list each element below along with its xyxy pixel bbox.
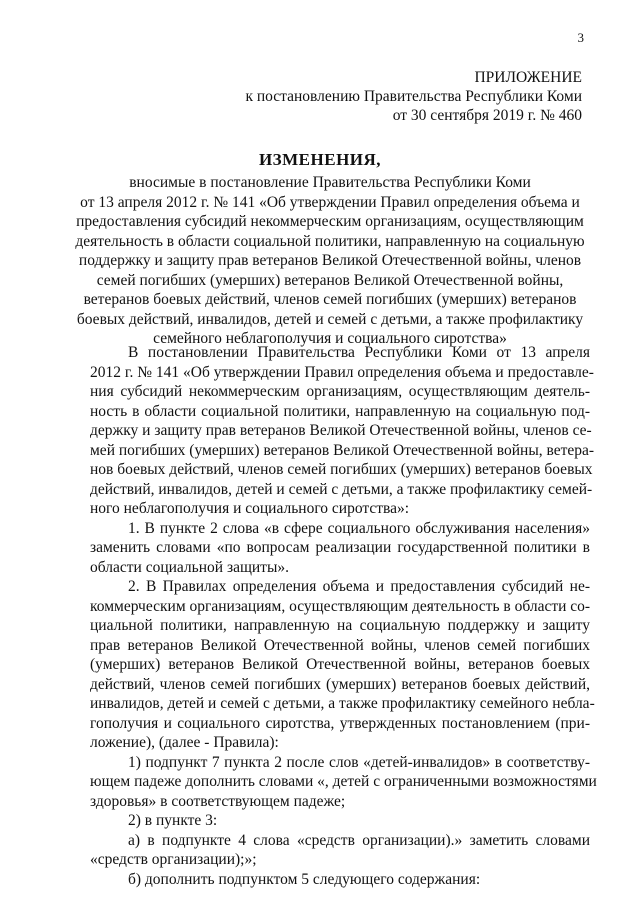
subtitle-line: поддержку и защиту прав ветеранов Великой Отечественной войны, членов — [78, 252, 582, 269]
paragraph-line: (умерших) ветеранов Великой Отечественной войны, ветеранов боевых — [90, 656, 590, 673]
subtitle-line: деятельность в области социальной политики, направленную на социальную — [75, 232, 585, 250]
paragraph-line: ния субсидий некоммерческим организациям, осуществляющим деятель- — [90, 383, 590, 400]
appendix-title: ПРИЛОЖЕНИЕ — [474, 69, 582, 86]
paragraph-line: мей погибших (умерших) ветеранов Великой Отечественной войны, ветера- — [90, 441, 595, 459]
subtitle-line: ветеранов боевых действий, членов семей погибших (умерших) ветеранов — [83, 291, 577, 308]
paragraph-line: В постановлении Правительства Республики Коми от 13 апреля — [128, 344, 590, 361]
paragraph-line: заменить словами «по вопросам реализации государственной политики в — [90, 539, 590, 556]
paragraph-line: 2012 г. № 141 «Об утверждении Правил определения объема и предоставле- — [90, 363, 594, 381]
paragraph-line: коммерческим организациям, осуществляющим деятельность в области со- — [90, 597, 591, 615]
body-paragraph — [90, 831, 590, 870]
document-body — [90, 343, 597, 889]
paragraph-line: а) в подпункте 4 слова «средств организации).» заметить словами — [128, 831, 590, 849]
paragraph-line: циальной политики, направленную на социальную поддержку и защиту — [90, 617, 590, 634]
appendix-line-2: от 30 сентября 2019 г. № 460 — [392, 107, 582, 124]
body-paragraph — [90, 870, 590, 890]
subtitle-line: боевых действий, инвалидов, детей и семей с детьми, а также профилактику — [76, 310, 584, 328]
paragraph-line: здоровья» в соответствующем падеже; — [90, 792, 346, 810]
body-paragraph — [90, 577, 595, 753]
paragraph-line: прав ветеранов Великой Отечественной войны, членов семей погибших — [90, 636, 590, 654]
paragraph-line: области социальной защиты». — [90, 558, 289, 576]
paragraph-line: «средств организации);»; — [90, 851, 257, 868]
appendix-block — [245, 68, 582, 125]
body-paragraph — [90, 343, 595, 519]
body-paragraph — [90, 753, 597, 812]
body-paragraph — [90, 519, 590, 578]
paragraph-line: гополучия и социального сиротства, утвержденных постановлением (при- — [90, 714, 590, 732]
document-subtitle — [70, 173, 590, 349]
paragraph-line: 1) подпункт 7 пункта 2 после слов «детей-инвалидов» в соответству- — [128, 753, 590, 771]
paragraph-line: ющем падеже дополнить словами «, детей с ограниченными возможностями — [90, 773, 597, 790]
paragraph-line: действий, членов семей погибших (умерших) ветеранов боевых действий, — [90, 675, 590, 693]
subtitle-line: вносимые в постановление Правительства Республики Коми — [129, 174, 531, 191]
paragraph-line: б) дополнить подпунктом 5 следующего содержания: — [128, 870, 481, 888]
paragraph-line: держку и защиту прав ветеранов Великой Отечественной войны, членов се- — [90, 422, 592, 439]
document-heading: ИЗМЕНЕНИЯ, — [258, 150, 382, 169]
subtitle-line: от 13 апреля 2012 г. № 141 «Об утверждении Правил определения объема и — [80, 193, 580, 211]
paragraph-line: ность в области социальной политики, направленную на социальную под- — [90, 402, 590, 420]
subtitle-line: семейного неблагополучия и социального сиротства» — [153, 330, 507, 347]
paragraph-line: ного неблагополучия и социального сиротства»: — [90, 500, 410, 517]
paragraph-line: 2. В Правилах определения объема и предоставления субсидий не- — [128, 578, 590, 595]
paragraph-line: инвалидов, детей и семей с детьми, а также профилактику семейного небла- — [90, 695, 595, 712]
page-number: 3 — [577, 30, 584, 45]
subtitle-line: предоставления субсидий некоммерческим организациям, осуществляющим — [76, 213, 584, 230]
paragraph-line: 2) в пункте 3: — [128, 812, 218, 829]
paragraph-line: ложение), (далее - Правила): — [90, 734, 279, 751]
body-paragraph — [90, 811, 590, 831]
appendix-line-1: к постановлению Правительства Республики Коми — [245, 88, 582, 105]
paragraph-line: нов боевых действий, членов семей погибших (умерших) ветеранов боевых — [90, 461, 593, 478]
paragraph-line: 1. В пункте 2 слова «в сфере социального обслуживания населения» — [128, 519, 590, 537]
paragraph-line: действий, инвалидов, детей и семей с детьми, а также профилактику семей- — [90, 480, 593, 498]
subtitle-line: семей погибших (умерших) ветеранов Великой Отечественной войны, — [96, 271, 564, 289]
